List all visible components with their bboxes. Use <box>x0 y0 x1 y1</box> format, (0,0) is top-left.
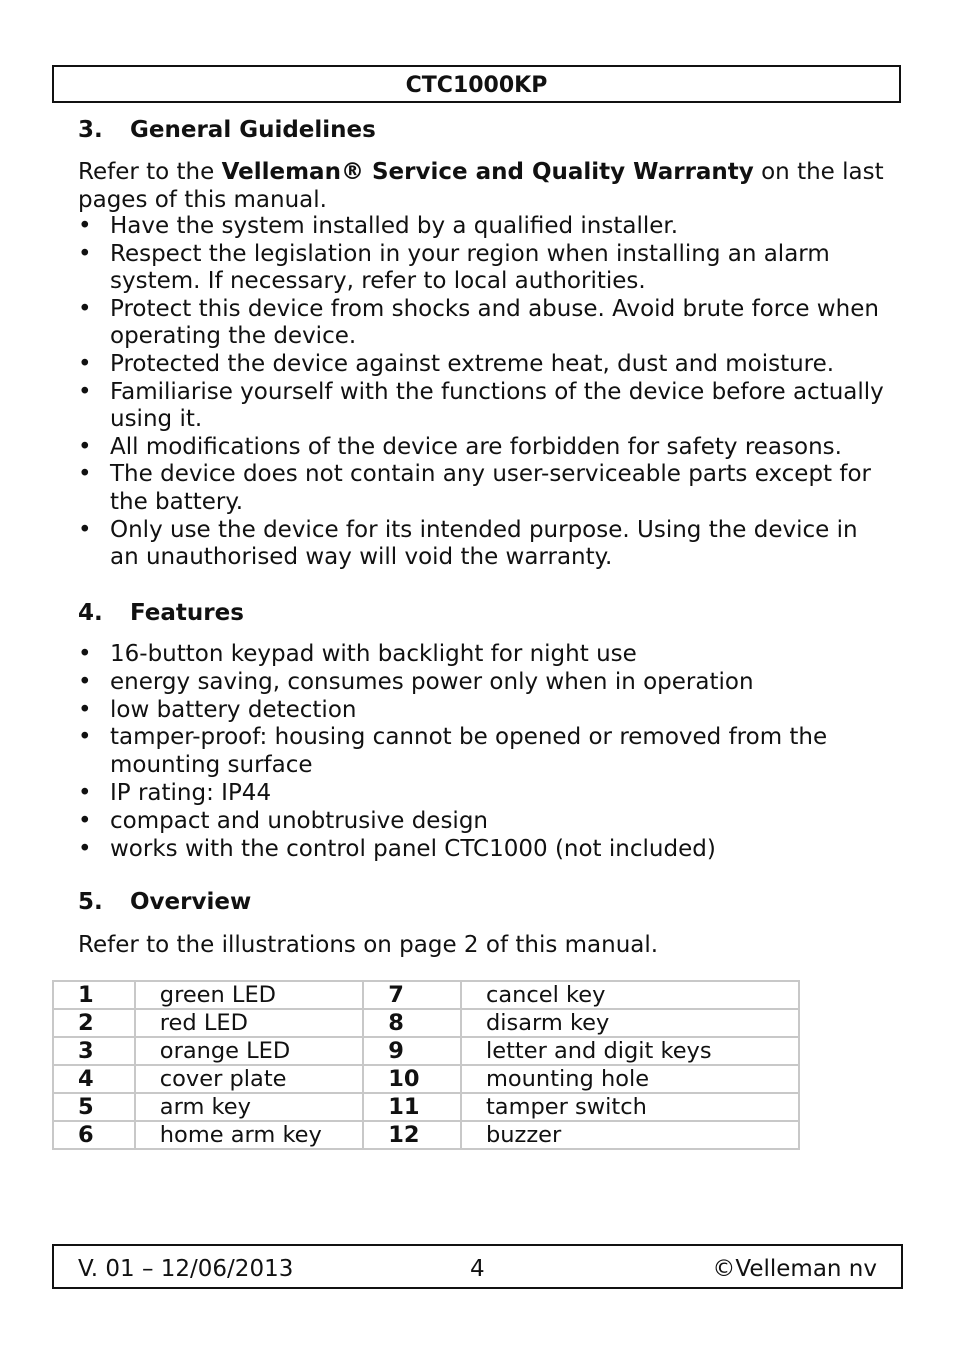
list-item <box>78 351 888 379</box>
part-name: mounting hole <box>461 1065 799 1093</box>
list-item <box>78 669 888 697</box>
part-number: 3 <box>53 1037 135 1065</box>
section-title: Features <box>130 600 244 626</box>
table-row <box>53 1093 799 1121</box>
list-item <box>78 241 888 296</box>
bullet-icon: • <box>78 240 92 267</box>
bullet-icon: • <box>78 641 92 667</box>
list-item-text: energy saving, consumes power only when in operation <box>110 668 754 695</box>
list-item <box>78 379 888 434</box>
guidelines-list <box>78 213 888 572</box>
list-item <box>78 808 888 836</box>
guidelines-intro <box>78 158 888 214</box>
list-item <box>78 724 888 780</box>
overview-table <box>52 980 800 1150</box>
part-name: disarm key <box>461 1009 799 1037</box>
bullet-icon: • <box>78 378 92 405</box>
overview-intro: Refer to the illustrations on page 2 of this manual. <box>78 932 659 958</box>
part-number: 5 <box>53 1093 135 1121</box>
part-number: 1 <box>53 981 135 1009</box>
section-heading-features <box>78 600 244 626</box>
warranty-reference: Velleman® Service and Quality Warranty <box>221 159 754 185</box>
part-number: 6 <box>53 1121 135 1149</box>
bullet-icon: • <box>78 696 92 723</box>
list-item-text: 16-button keypad with backlight for night use <box>110 641 637 667</box>
list-item-text: Protect this device from shocks and abuse. Avoid brute force when operating the device. <box>110 295 879 350</box>
bullet-icon: • <box>78 213 92 239</box>
bullet-icon: • <box>78 516 92 543</box>
part-number: 2 <box>53 1009 135 1037</box>
section-heading-general-guidelines <box>78 117 376 143</box>
part-name: green LED <box>135 981 363 1009</box>
list-item-text: Respect the legislation in your region when installing an alarm system. If necessary, refer to local authorities. <box>110 240 830 295</box>
bullet-icon: • <box>78 295 92 322</box>
section-title: General Guidelines <box>130 117 376 143</box>
product-code: CTC1000KP <box>405 73 548 98</box>
part-number: 7 <box>363 981 461 1009</box>
part-name: red LED <box>135 1009 363 1037</box>
intro-text: Refer to the <box>78 159 222 185</box>
document-header <box>52 65 901 103</box>
table-row <box>53 981 799 1009</box>
part-number: 4 <box>53 1065 135 1093</box>
list-item-text: All modifications of the device are forbidden for safety reasons. <box>110 433 842 460</box>
list-item-text: low battery detection <box>110 696 357 723</box>
list-item <box>78 213 888 241</box>
part-name: letter and digit keys <box>461 1037 799 1065</box>
intro-text-end: on the last pages of this manual. <box>78 159 884 213</box>
page-number: 4 <box>470 1256 485 1282</box>
part-name: cover plate <box>135 1065 363 1093</box>
part-name: buzzer <box>461 1121 799 1149</box>
list-item <box>78 697 888 725</box>
part-number: 10 <box>363 1065 461 1093</box>
list-item <box>78 296 888 351</box>
bullet-icon: • <box>78 350 92 377</box>
bullet-icon: • <box>78 433 92 460</box>
table-row <box>53 1065 799 1093</box>
list-item-text: compact and unobtrusive design <box>110 807 488 834</box>
table-row <box>53 1037 799 1065</box>
list-item <box>78 434 888 462</box>
list-item-text: IP rating: IP44 <box>110 779 272 806</box>
part-name: arm key <box>135 1093 363 1121</box>
part-number: 11 <box>363 1093 461 1121</box>
bullet-icon: • <box>78 779 92 806</box>
list-item-text: The device does not contain any user-serviceable parts except for the battery. <box>110 461 872 515</box>
version-date: V. 01 – 12/06/2013 <box>78 1256 294 1282</box>
list-item-text: Protected the device against extreme heat, dust and moisture. <box>110 350 835 377</box>
bullet-icon: • <box>78 724 92 751</box>
part-name: cancel key <box>461 981 799 1009</box>
section-number: 5. <box>78 889 103 915</box>
section-title: Overview <box>130 889 252 915</box>
bullet-icon: • <box>78 668 92 695</box>
list-item <box>78 641 888 669</box>
part-number: 12 <box>363 1121 461 1149</box>
part-number: 8 <box>363 1009 461 1037</box>
part-name: home arm key <box>135 1121 363 1149</box>
list-item-text: Have the system installed by a qualified installer. <box>110 213 679 239</box>
list-item-text: works with the control panel CTC1000 (not included) <box>110 835 716 862</box>
section-heading-overview <box>78 889 251 915</box>
list-item <box>78 461 888 516</box>
list-item <box>78 836 888 864</box>
document-footer <box>52 1244 903 1289</box>
bullet-icon: • <box>78 835 92 862</box>
table-row <box>53 1121 799 1149</box>
list-item <box>78 780 888 808</box>
section-number: 4. <box>78 600 103 626</box>
copyright: ©Velleman nv <box>712 1256 877 1282</box>
part-name: orange LED <box>135 1037 363 1065</box>
list-item <box>78 517 888 572</box>
features-list <box>78 641 888 863</box>
list-item-text: tamper-proof: housing cannot be opened or removed from the mounting surface <box>110 724 828 779</box>
list-item-text: Only use the device for its intended purpose. Using the device in an unauthorised way will void the warranty. <box>110 516 858 571</box>
part-number: 9 <box>363 1037 461 1065</box>
part-name: tamper switch <box>461 1093 799 1121</box>
section-number: 3. <box>78 117 103 143</box>
list-item-text: Familiarise yourself with the functions of the device before actually using it. <box>110 378 884 433</box>
bullet-icon: • <box>78 807 92 834</box>
table-row <box>53 1009 799 1037</box>
bullet-icon: • <box>78 461 92 488</box>
